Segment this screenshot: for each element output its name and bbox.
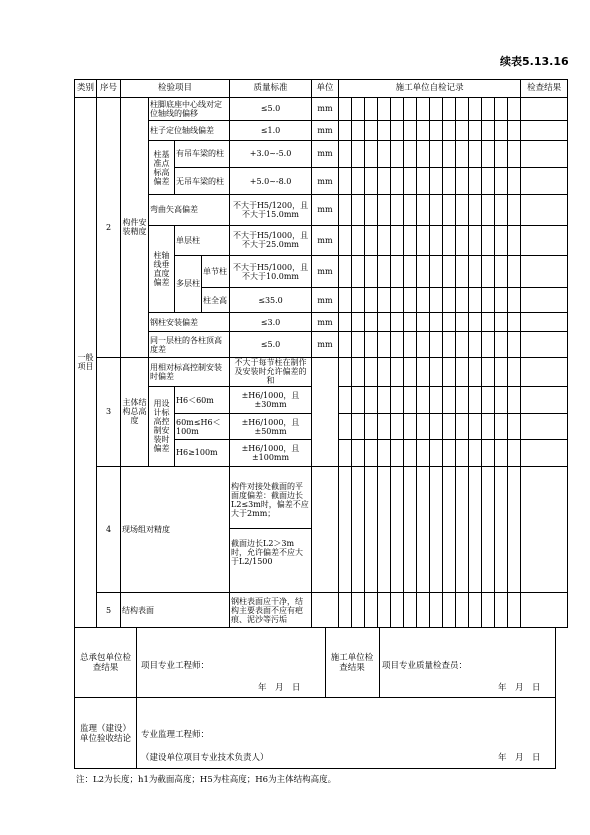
contractor-engineer-label: 项目专业工程师： [141, 661, 210, 671]
inspection-table [74, 79, 568, 628]
item-unit: mm [312, 140, 339, 167]
item-standard: ≤1.0 [230, 120, 312, 140]
sub-label-design: 用设计标高控制安装时偏差 [149, 386, 175, 466]
item-name: 60m≤H6＜100m [175, 414, 230, 440]
item-unit: mm [312, 255, 339, 287]
item-name: 柱子定位轴线偏差 [149, 120, 230, 140]
item-name: 单层柱 [175, 225, 230, 255]
col-category: 类别 [75, 80, 97, 98]
item-standard: 不大于H5/1000，且不大于25.0mm [230, 225, 312, 255]
item-unit: mm [312, 288, 339, 312]
supervisor-signature-row [74, 698, 556, 769]
group-no-5: 5 [97, 593, 121, 628]
sub-label-base-point: 柱基准点标高偏差 [149, 140, 175, 194]
contractor-label: 总承包单位检查结果 [79, 653, 131, 673]
item-name: 柱脚底座中心线对定位轴线的偏移 [149, 97, 230, 120]
owner-tech-label: （建设单位项目专业技术负责人） [141, 753, 269, 763]
item-unit: mm [312, 120, 339, 140]
group-name-3: 主体结构总高度 [121, 357, 149, 466]
item-standard [230, 466, 312, 593]
item-standard: ±H6/1000，且±50mm [230, 414, 312, 440]
item-name: 弯曲矢高偏差 [149, 195, 230, 225]
item-name: 用相对标高控制安装时偏差 [149, 357, 230, 386]
item-standard: 不大于H5/1200，且不大于15.0mm [230, 195, 312, 225]
item-standard-b: 截面边长L2＞3m时，允许偏差不应大于L2/1500 [231, 539, 304, 567]
item-unit: mm [312, 225, 339, 255]
group-name-2: 构件安装精度 [121, 97, 149, 357]
item-standard: ≤5.0 [230, 97, 312, 120]
item-standard: 钢柱表面应干净，结构主要表面不应有疤痕、泥沙等污垢 [230, 593, 312, 628]
contractor-signature-row [74, 628, 556, 698]
builder-label: 施工单位检查结果 [330, 653, 374, 673]
col-standard: 质量标准 [230, 80, 312, 98]
contractor-date: 年 月 日 [258, 683, 301, 693]
footnote: 注：L2为长度；h1为截面高度；H5为柱高度；H6为主体结构高度。 [76, 775, 337, 785]
sub-label-plumb: 柱轴线垂直度偏差 [149, 225, 175, 312]
item-standard: 不大于每节柱在制作及安装时允许偏差的和 [230, 357, 312, 386]
group-no-4: 4 [97, 466, 121, 593]
item-name: 同一层柱的各柱顶高度差 [149, 332, 230, 357]
item-standard: ≤5.0 [230, 332, 312, 357]
item-name: 单节柱 [202, 255, 230, 287]
sub-label-multi: 多层柱 [175, 255, 202, 312]
item-name: 柱全高 [202, 288, 230, 312]
group-no-3: 3 [97, 357, 121, 466]
item-name: H6＜60m [175, 386, 230, 413]
supervisor-date: 年 月 日 [498, 753, 541, 763]
group-name-4: 现场组对精度 [121, 466, 230, 593]
builder-inspector-label: 项目专业质量检查员： [382, 661, 468, 671]
item-unit: mm [312, 195, 339, 225]
item-standard-a: 构件对接处截面的平面度偏差：截面边长L2≤3m时，偏差不应大于2mm； [230, 469, 311, 529]
col-unit: 单位 [312, 80, 339, 98]
item-unit: mm [312, 168, 339, 195]
item-name: 无吊车梁的柱 [175, 168, 230, 195]
item-standard: ≤35.0 [230, 288, 312, 312]
group-name-5: 结构表面 [121, 593, 230, 628]
item-name: 钢柱安装偏差 [149, 312, 230, 332]
item-name: H6≥100m [175, 440, 230, 466]
item-standard: +3.0~-5.0 [230, 140, 312, 167]
supervisor-label: 监理（建设）单位验收结论 [79, 724, 131, 744]
col-no: 序号 [97, 80, 121, 98]
item-name: 有吊车梁的柱 [175, 140, 230, 167]
item-unit: mm [312, 312, 339, 332]
category-general: 一般项目 [75, 97, 97, 627]
continued-table-label: 续表5.13.16 [500, 55, 569, 68]
item-unit: mm [312, 97, 339, 120]
builder-date: 年 月 日 [498, 683, 541, 693]
supervisor-engineer-label: 专业监理工程师： [141, 730, 210, 740]
group-no-2: 2 [97, 97, 121, 357]
item-standard: +5.0~-8.0 [230, 168, 312, 195]
col-item: 检验项目 [121, 80, 230, 98]
col-record: 施工单位自检记录 [339, 80, 521, 98]
item-standard: ±H6/1000，且±100mm [230, 440, 312, 466]
item-standard: ±H6/1000，且±30mm [230, 386, 312, 413]
item-standard: ≤3.0 [230, 312, 312, 332]
item-unit: mm [312, 332, 339, 357]
item-standard: 不大于H5/1000，且不大于10.0mm [230, 255, 312, 287]
col-result: 检查结果 [521, 80, 568, 98]
